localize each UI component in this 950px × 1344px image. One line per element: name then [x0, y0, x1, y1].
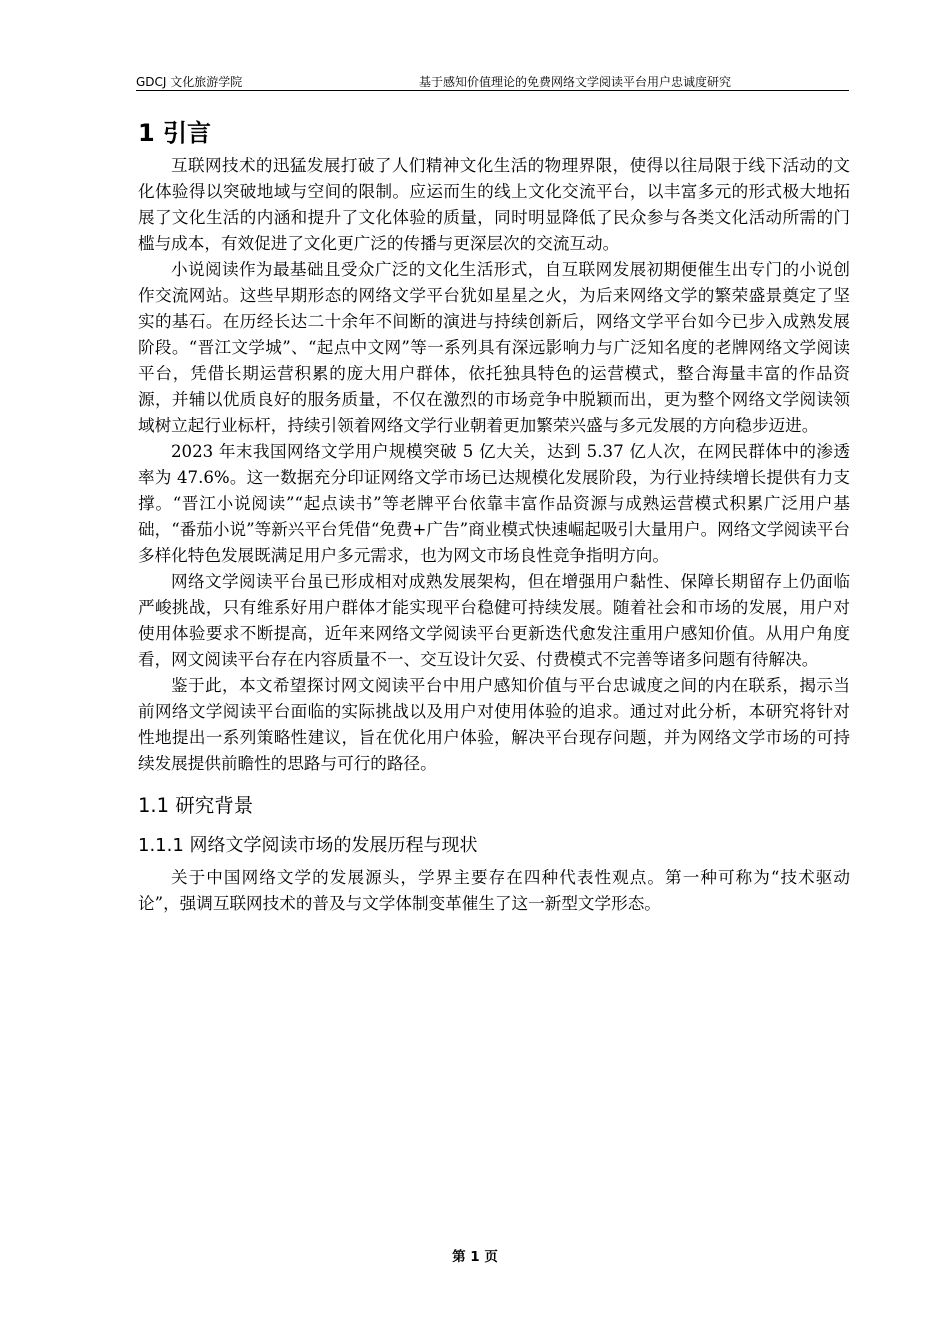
page-number: 第 1 页	[452, 1249, 498, 1265]
section-heading: 1 引言	[138, 119, 212, 147]
body-paragraph: 小说阅读作为最基础且受众广泛的文化生活形式，自互联网发展初期便催生出专门的小说创作交流网站。这些早期形态的网络文学平台犹如星星之火，为后来网络文学的繁荣盛景奠定了坚实的基石。在历经长达二十余年不间断的演进与持续创新后，网络文学平台如今已步入成熟发展阶段。“晋江文学城”、“起点中文网”等一系列具有深远影响力与广泛知名度的老牌网络文学阅读平台，凭借长期运营积累的庞大用户群体，依托独具特色的运营模式，整合海量丰富的作品资源，并辅以优质良好的服务质量，不仅在激烈的市场竞争中脱颖而出，更为整个网络文学阅读领域树立起行业标杆，持续引领着网络文学行业朝着更加繁荣兴盛与多元发展的方向稳步迈进。	[138, 260, 850, 435]
header-institution: GDCJ 文化旅游学院	[136, 75, 243, 89]
body-paragraph: 关于中国网络文学的发展源头，学界主要存在四种代表性观点。第一种可称为“技术驱动论”，强调互联网技术的普及与文学体制变革催生了这一新型文学形态。	[138, 868, 850, 913]
running-header	[136, 74, 849, 91]
body-paragraph: 鉴于此，本文希望探讨网文阅读平台中用户感知价值与平台忠诚度之间的内在联系，揭示当前网络文学阅读平台面临的实际挑战以及用户对使用体验的追求。通过对此分析，本研究将针对性地提出一系列策略性建议，旨在优化用户体验，解决平台现存问题，并为网络文学市场的可持续发展提供前瞻性的思路与可行的路径。	[138, 676, 850, 773]
header-paper-title: 基于感知价值理论的免费网络文学阅读平台用户忠诚度研究	[419, 75, 732, 89]
body-paragraph: 网络文学阅读平台虽已形成相对成熟发展架构，但在增强用户黏性、保障长期留存上仍面临严峻挑战，只有维系好用户群体才能实现平台稳健可持续发展。随着社会和市场的发展，用户对使用体验要求不断提高，近年来网络文学阅读平台更新迭代愈发注重用户感知价值。从用户角度看，网文阅读平台存在内容质量不一、交互设计欠妥、付费模式不完善等诸多问题有待解决。	[138, 572, 850, 669]
page-body	[138, 113, 850, 917]
body-paragraph: 互联网技术的迅猛发展打破了人们精神文化生活的物理界限，使得以往局限于线下活动的文化体验得以突破地域与空间的限制。应运而生的线上文化交流平台，以丰富多元的形式极大地拓展了文化生活的内涵和提升了文化体验的质量，同时明显降低了民众参与各类文化活动所需的门槛与成本，有效促进了文化更广泛的传播与更深层次的交流互动。	[138, 156, 850, 253]
body-paragraph: 2023 年末我国网络文学用户规模突破 5 亿大关，达到 5.37 亿人次，在网民群体中的渗透率为 47.6%。这一数据充分印证网络文学市场已达规模化发展阶段，为行业持续增长提供有力支撑。“晋江小说阅读”“起点读书”等老牌平台依靠丰富作品资源与成熟运营模式积累广泛用户基础，“番茄小说”等新兴平台凭借“免费+广告”商业模式快速崛起吸引大量用户。网络文学阅读平台多样化特色发展既满足用户多元需求，也为网文市场良性竞争指明方向。	[138, 442, 850, 565]
subsubsection-heading: 1.1.1 网络文学阅读市场的发展历程与现状	[138, 835, 478, 856]
subsection-heading: 1.1 研究背景	[138, 794, 254, 817]
